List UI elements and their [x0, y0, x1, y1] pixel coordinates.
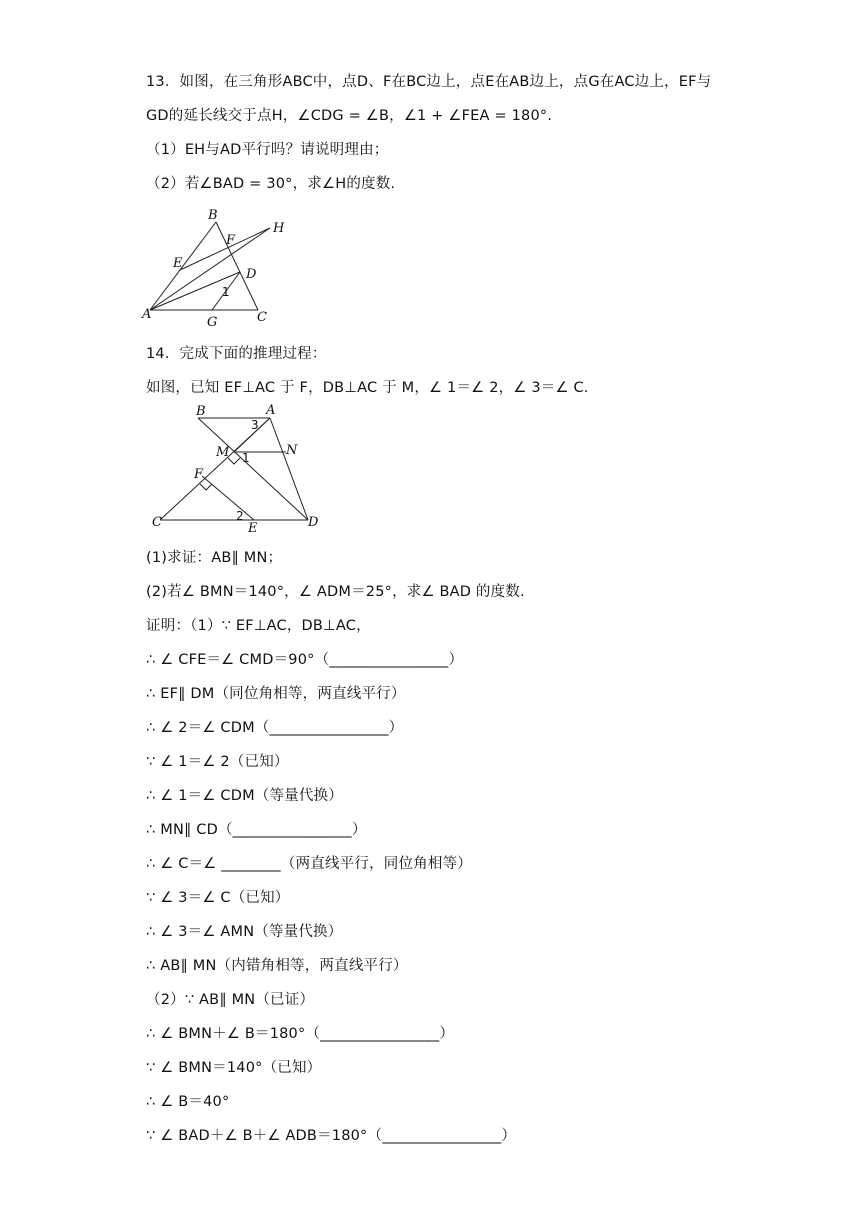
q14-line: ∵ ∠ 1＝∠ 2（已知）	[146, 754, 289, 770]
q14-line: (1)求证：AB∥ MN；	[146, 550, 283, 566]
q14-line: ∴ EF∥ DM（同位角相等，两直线平行）	[146, 686, 406, 702]
label-e: E	[248, 521, 258, 532]
label-a: A	[266, 403, 276, 418]
right-angle-f	[200, 484, 212, 490]
q14-title: 14．完成下面的推理过程：	[146, 346, 327, 362]
q14-line: ∵ ∠ BAD＋∠ B＋∠ ADB＝180°（________________）	[146, 1128, 517, 1144]
q14-line: ∵ ∠ BMN＝140°（已知）	[146, 1060, 322, 1076]
label-angle-1: 1	[222, 285, 230, 299]
label-f: F	[226, 233, 236, 248]
label-d: D	[308, 515, 319, 530]
q14-line: ∵ ∠ 3＝∠ C（已知）	[146, 890, 290, 906]
q13-part-2: （2）若∠BAD = 30°，求∠H的度数.	[146, 176, 396, 192]
label-a: A	[142, 307, 152, 322]
q14-trapezoid-figure	[150, 402, 330, 532]
q14-line: ∴ ∠ B＝40°	[146, 1094, 230, 1110]
q14-line: ∴ ∠ BMN＋∠ B＝180°（________________）	[146, 1026, 455, 1042]
label-n: N	[286, 443, 298, 458]
q14-line: ∴ ∠ 1＝∠ CDM（等量代换）	[146, 788, 343, 804]
q14-line: ∴ MN∥ CD（________________）	[146, 822, 367, 838]
q14-line: ∴ ∠ 3＝∠ AMN（等量代换）	[146, 924, 343, 940]
label-h: H	[273, 221, 285, 236]
q14-line: ∴ AB∥ MN（内错角相等，两直线平行）	[146, 958, 408, 974]
segment-ab	[150, 222, 216, 310]
label-d: D	[246, 267, 257, 282]
q14-line: (2)若∠ BMN＝140°，∠ ADM＝25°，求∠ BAD 的度数.	[146, 584, 525, 600]
segment-fe	[202, 476, 254, 520]
q13-part-1: （1）EH与AD平行吗？请说明理由；	[146, 142, 389, 158]
right-angle-m	[228, 458, 240, 464]
q14-given: 如图，已知 EF⊥AC 于 F，DB⊥AC 于 M，∠ 1＝∠ 2，∠ 3＝∠ C.	[146, 380, 589, 396]
q14-line: ∴ ∠ 2＝∠ CDM（________________）	[146, 720, 404, 736]
label-c: C	[257, 310, 267, 325]
label-f: F	[194, 467, 204, 482]
label-m: M	[216, 445, 230, 460]
q14-line: （2）∵ AB∥ MN（已证）	[146, 992, 315, 1008]
q14-line: 证明：（1）∵ EF⊥AC，DB⊥AC，	[146, 618, 371, 634]
segment-eh	[180, 228, 270, 270]
q14-line: ∴ ∠ CFE＝∠ CMD＝90°（________________）	[146, 652, 464, 668]
label-angle-1: 1	[242, 451, 250, 465]
label-e: E	[173, 256, 183, 271]
q13-triangle-figure	[140, 204, 300, 330]
segment-ad	[270, 418, 308, 520]
q13-line-1: 13．如图，在三角形ABC中，点D、F在BC边上，点E在AB边上，点G在AC边上，EF与	[146, 74, 712, 90]
label-b: B	[196, 404, 206, 419]
label-c: C	[152, 515, 162, 530]
label-b: B	[208, 208, 218, 223]
label-g: G	[207, 315, 218, 330]
label-angle-3: 3	[251, 418, 259, 432]
q13-line-2: GD的延长线交于点H，∠CDG = ∠B，∠1 + ∠FEA = 180°.	[146, 108, 553, 124]
label-angle-2: 2	[236, 509, 244, 523]
q14-line: ∴ ∠ C＝∠ ________（两直线平行，同位角相等）	[146, 856, 472, 872]
